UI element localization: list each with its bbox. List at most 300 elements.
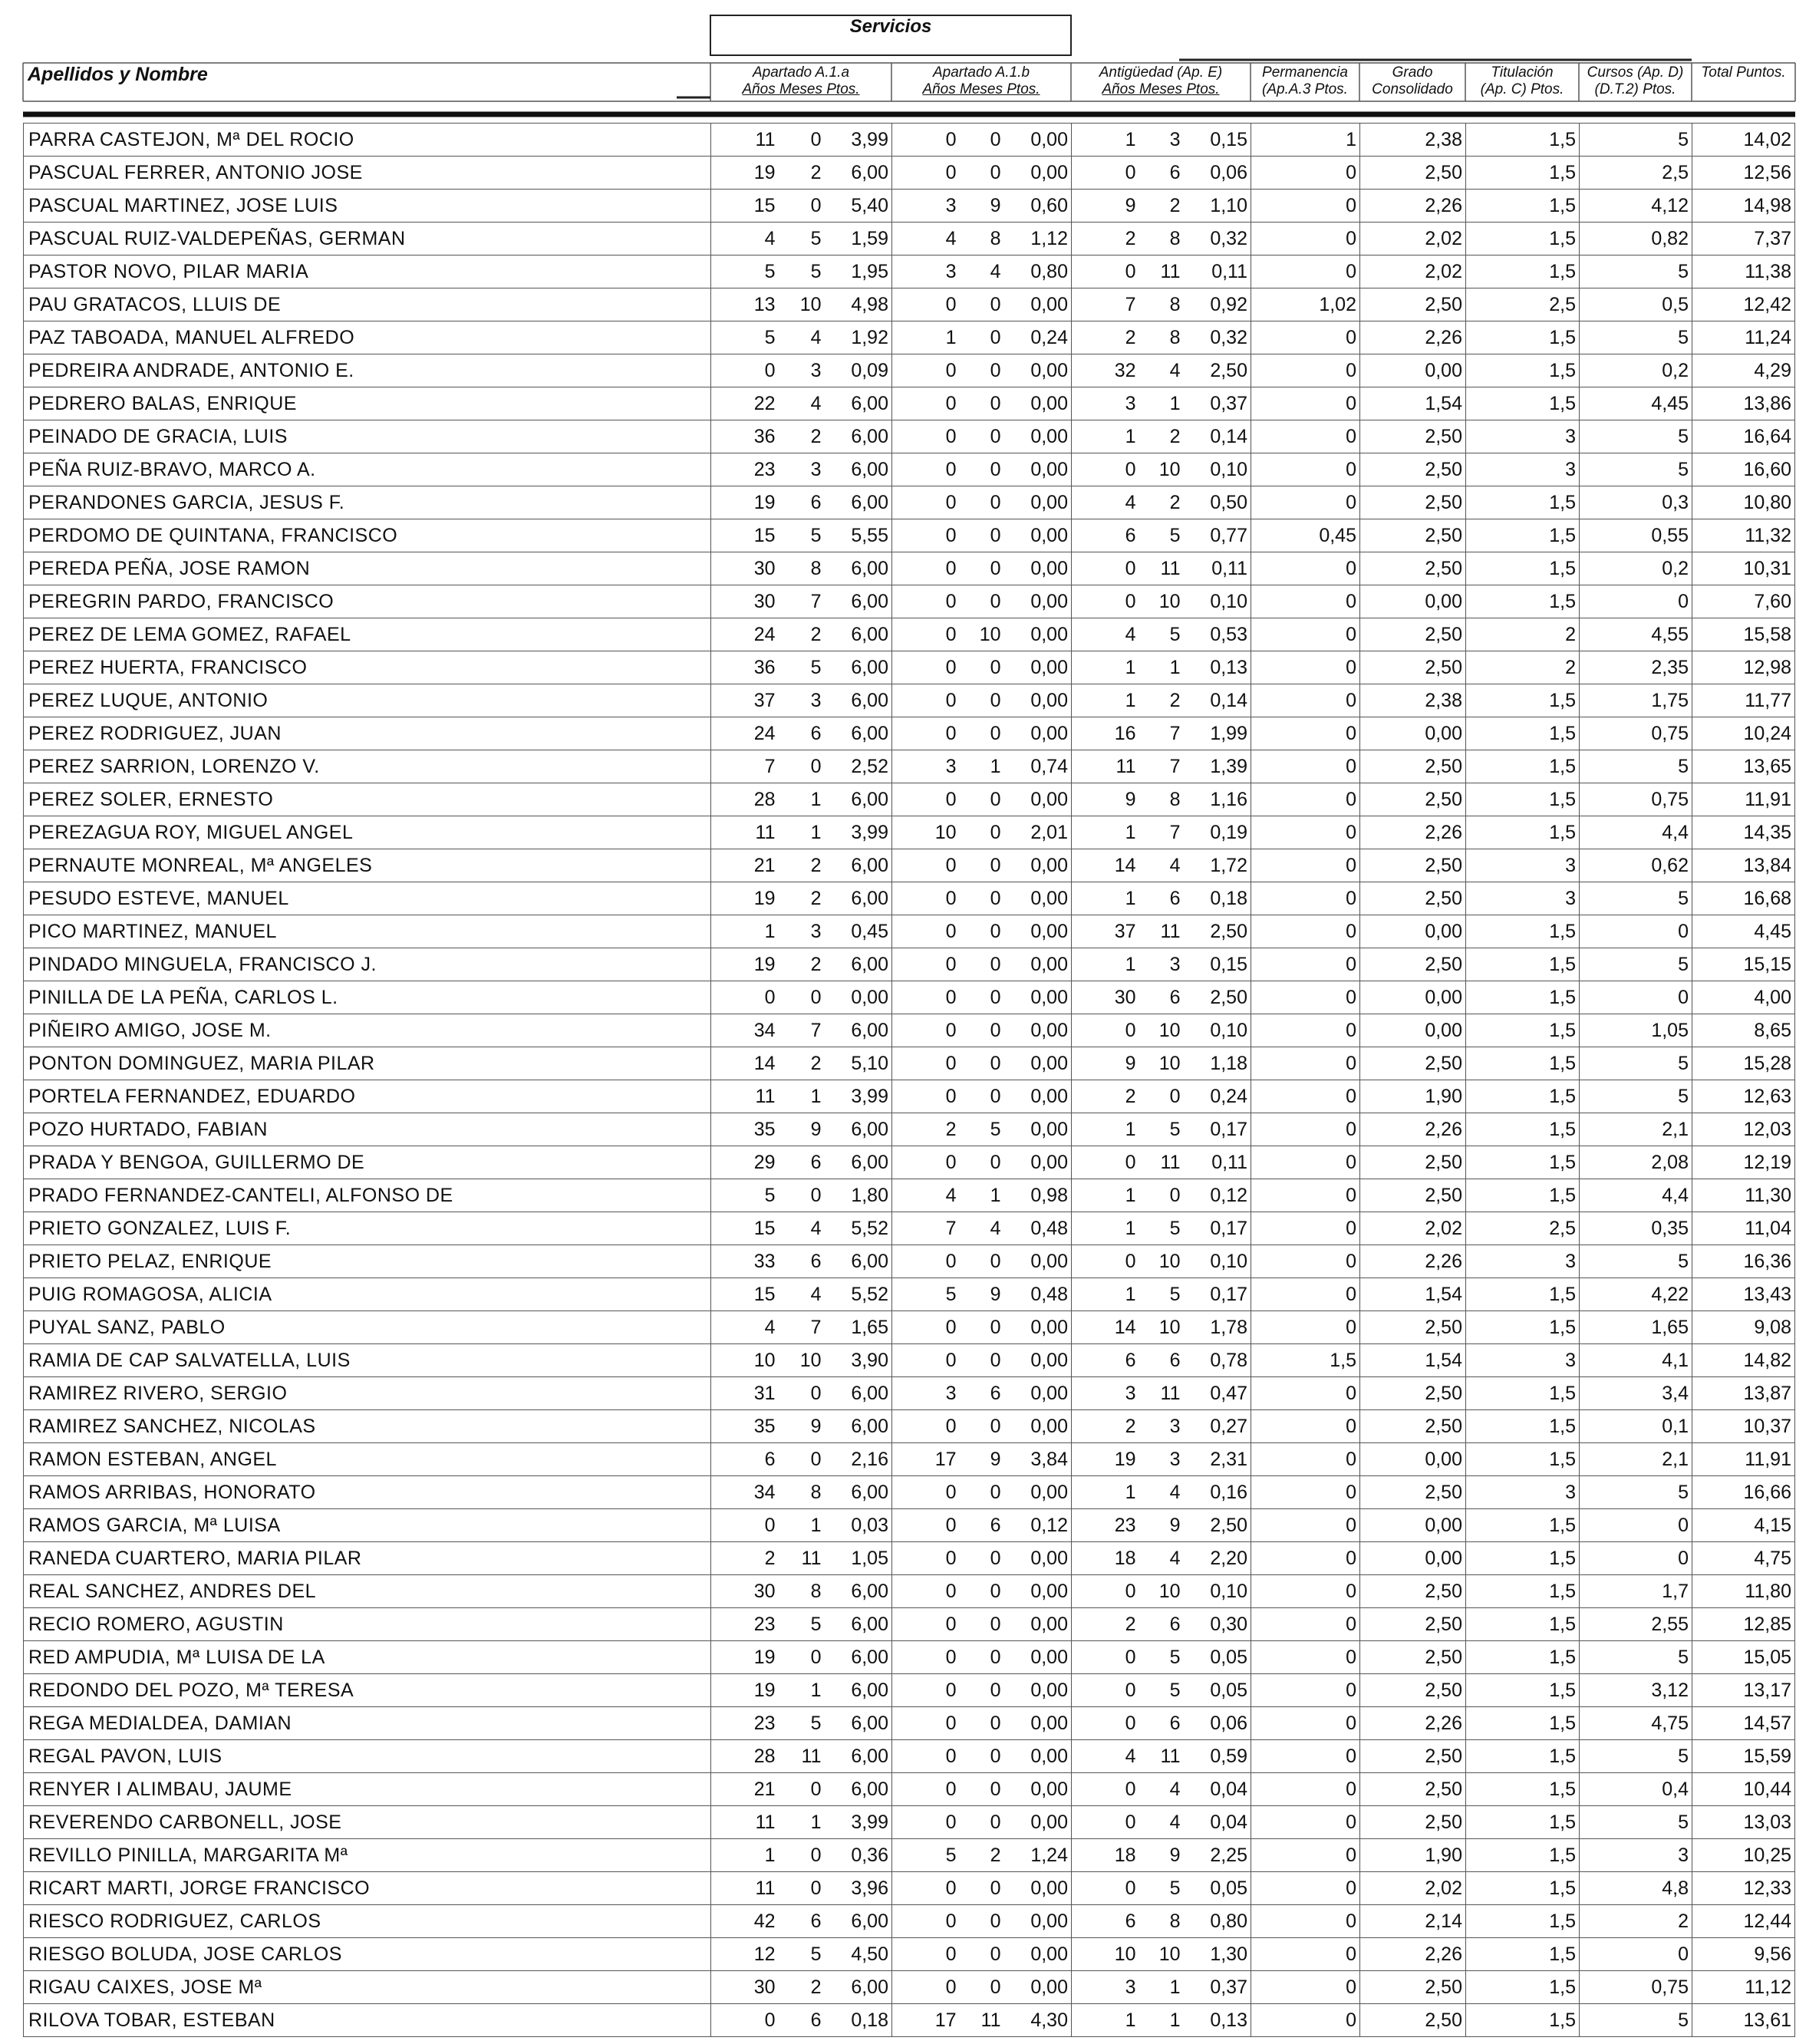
antiguedad-points-cell: 0,12 <box>1184 1179 1251 1212</box>
permanencia-points-cell: 1 <box>1251 124 1360 157</box>
a1b-months-cell: 0 <box>960 1146 1004 1179</box>
total-points-cell: 15,59 <box>1692 1740 1795 1773</box>
antiguedad-points-cell: 0,13 <box>1184 2004 1251 2037</box>
antiguedad-months-cell: 11 <box>1139 256 1184 288</box>
a1a-months-cell: 5 <box>779 651 825 684</box>
cursos-points-cell: 0,62 <box>1580 849 1692 882</box>
a1b-points-cell: 0,48 <box>1004 1278 1072 1311</box>
cursos-header <box>1579 64 1692 98</box>
antiguedad-months-cell: 3 <box>1139 948 1184 981</box>
antiguedad-points-cell: 0,92 <box>1184 288 1251 321</box>
a1a-years-cell: 28 <box>711 1740 779 1773</box>
a1b-years-cell: 0 <box>892 453 960 486</box>
antiguedad-months-cell: 5 <box>1139 519 1184 552</box>
antiguedad-years-cell: 1 <box>1072 124 1139 157</box>
a1a-months-cell: 5 <box>779 256 825 288</box>
a1a-points-cell: 6,00 <box>825 1113 892 1146</box>
a1b-years-cell: 1 <box>892 321 960 354</box>
table-row <box>24 223 1795 256</box>
a1b-months-cell: 6 <box>960 1377 1004 1410</box>
a1b-months-cell: 0 <box>960 1014 1004 1047</box>
a1b-points-cell: 0,00 <box>1004 1476 1072 1509</box>
cursos-points-cell: 5 <box>1580 1245 1692 1278</box>
total-points-cell: 13,61 <box>1692 2004 1795 2037</box>
table-row <box>24 1245 1795 1278</box>
antiguedad-years-cell: 3 <box>1072 387 1139 420</box>
a1a-years-cell: 30 <box>711 552 779 585</box>
a1a-months-cell: 8 <box>779 1476 825 1509</box>
a1b-points-cell: 0,00 <box>1004 915 1072 948</box>
titulacion-title: Titulación <box>1491 64 1554 81</box>
a1b-points-cell: 2,01 <box>1004 816 1072 849</box>
name-cell: PINILLA DE LA PEÑA, CARLOS L. <box>24 981 711 1014</box>
permanencia-points-cell: 0 <box>1251 1905 1360 1938</box>
antiguedad-years-cell: 0 <box>1072 1674 1139 1707</box>
permanencia-points-cell: 0 <box>1251 1179 1360 1212</box>
a1b-months-cell: 9 <box>960 1278 1004 1311</box>
grado-consolidado-cell: 2,50 <box>1360 1674 1466 1707</box>
a1a-points-cell: 6,00 <box>825 1707 892 1740</box>
antiguedad-years-cell: 0 <box>1072 1773 1139 1806</box>
antiguedad-points-cell: 0,37 <box>1184 1971 1251 2004</box>
grado-consolidado-cell: 2,50 <box>1360 1377 1466 1410</box>
permanencia-points-cell: 0 <box>1251 552 1360 585</box>
a1b-points-cell: 0,00 <box>1004 1311 1072 1344</box>
table-row <box>24 1212 1795 1245</box>
a1a-months-cell: 2 <box>779 948 825 981</box>
a1a-points-cell: 6,00 <box>825 618 892 651</box>
antiguedad-months-cell: 6 <box>1139 981 1184 1014</box>
grado-consolidado-cell: 2,50 <box>1360 1410 1466 1443</box>
a1a-years-cell: 34 <box>711 1476 779 1509</box>
table-row <box>24 849 1795 882</box>
titulacion-points-cell: 1,5 <box>1466 256 1580 288</box>
antiguedad-points-cell: 1,72 <box>1184 849 1251 882</box>
a1b-years-cell: 5 <box>892 1278 960 1311</box>
a1a-years-cell: 23 <box>711 1608 779 1641</box>
a1b-points-cell: 0,00 <box>1004 1146 1072 1179</box>
a1a-points-cell: 1,05 <box>825 1542 892 1575</box>
a1b-years-cell: 2 <box>892 1113 960 1146</box>
a1b-years-cell: 0 <box>892 1476 960 1509</box>
a1b-months-cell: 0 <box>960 651 1004 684</box>
permanencia-points-cell: 0 <box>1251 1113 1360 1146</box>
a1b-years-cell: 0 <box>892 1245 960 1278</box>
antiguedad-months-cell: 10 <box>1139 1245 1184 1278</box>
a1a-months-cell: 1 <box>779 1080 825 1113</box>
grado-consolidado-cell: 2,50 <box>1360 420 1466 453</box>
titulacion-points-cell: 3 <box>1466 1245 1580 1278</box>
name-cell: PICO MARTINEZ, MANUEL <box>24 915 711 948</box>
titulacion-points-cell: 1,5 <box>1466 1674 1580 1707</box>
cursos-points-cell: 0,75 <box>1580 717 1692 750</box>
permanencia-sub: (Ap.A.3 Ptos. <box>1262 81 1348 97</box>
antiguedad-months-cell: 8 <box>1139 321 1184 354</box>
titulacion-points-cell: 1,5 <box>1466 1146 1580 1179</box>
total-points-cell: 12,42 <box>1692 288 1795 321</box>
cursos-points-cell: 0,5 <box>1580 288 1692 321</box>
grado-consolidado-cell: 2,50 <box>1360 618 1466 651</box>
antiguedad-points-cell: 0,10 <box>1184 585 1251 618</box>
antiguedad-months-cell: 6 <box>1139 882 1184 915</box>
antiguedad-months-cell: 5 <box>1139 1113 1184 1146</box>
titulacion-points-cell: 1,5 <box>1466 1971 1580 2004</box>
a1a-months-cell: 9 <box>779 1113 825 1146</box>
total-points-cell: 14,82 <box>1692 1344 1795 1377</box>
a1a-months-cell: 11 <box>779 1740 825 1773</box>
antiguedad-months-cell: 8 <box>1139 288 1184 321</box>
a1a-points-cell: 6,00 <box>825 157 892 190</box>
table-row <box>24 354 1795 387</box>
name-cell: RIGAU CAIXES, JOSE Mª <box>24 1971 711 2004</box>
table-row <box>24 2004 1795 2037</box>
total-points-cell: 11,91 <box>1692 1443 1795 1476</box>
titulacion-sub: (Ap. C) Ptos. <box>1480 81 1564 97</box>
table-row <box>24 750 1795 783</box>
a1b-months-cell: 0 <box>960 1806 1004 1839</box>
grado-sub: Consolidado <box>1372 81 1453 97</box>
antiguedad-years-cell: 23 <box>1072 1509 1139 1542</box>
titulacion-points-cell: 1,5 <box>1466 1311 1580 1344</box>
titulacion-points-cell: 1,5 <box>1466 1080 1580 1113</box>
total-points-cell: 14,35 <box>1692 816 1795 849</box>
table-row <box>24 717 1795 750</box>
antiguedad-points-cell: 0,04 <box>1184 1773 1251 1806</box>
titulacion-points-cell: 1,5 <box>1466 1938 1580 1971</box>
cursos-points-cell: 0,75 <box>1580 783 1692 816</box>
a1a-years-cell: 4 <box>711 1311 779 1344</box>
antiguedad-points-cell: 0,17 <box>1184 1113 1251 1146</box>
name-cell: RAMIA DE CAP SALVATELLA, LUIS <box>24 1344 711 1377</box>
a1a-years-cell: 6 <box>711 1443 779 1476</box>
a1b-months-cell: 0 <box>960 981 1004 1014</box>
titulacion-points-cell: 1,5 <box>1466 915 1580 948</box>
a1a-months-cell: 6 <box>779 1245 825 1278</box>
a1a-years-cell: 2 <box>711 1542 779 1575</box>
a1a-years-cell: 1 <box>711 1839 779 1872</box>
name-cell: RECIO ROMERO, AGUSTIN <box>24 1608 711 1641</box>
titulacion-points-cell: 3 <box>1466 1344 1580 1377</box>
cursos-points-cell: 5 <box>1580 124 1692 157</box>
total-points-cell: 4,45 <box>1692 915 1795 948</box>
a1a-months-cell: 0 <box>779 1179 825 1212</box>
a1b-points-cell: 0,00 <box>1004 486 1072 519</box>
a1a-years-cell: 11 <box>711 1872 779 1905</box>
grado-consolidado-cell: 2,26 <box>1360 321 1466 354</box>
titulacion-points-cell: 1,5 <box>1466 552 1580 585</box>
a1b-years-cell: 0 <box>892 1872 960 1905</box>
antiguedad-months-cell: 9 <box>1139 1509 1184 1542</box>
cursos-points-cell: 0,55 <box>1580 519 1692 552</box>
grado-consolidado-cell: 2,50 <box>1360 288 1466 321</box>
a1a-points-cell: 6,00 <box>825 1674 892 1707</box>
cursos-points-cell: 4,55 <box>1580 618 1692 651</box>
permanencia-points-cell: 0 <box>1251 1476 1360 1509</box>
a1b-points-cell: 3,84 <box>1004 1443 1072 1476</box>
antiguedad-years-cell: 1 <box>1072 882 1139 915</box>
total-points-cell: 7,37 <box>1692 223 1795 256</box>
a1b-points-cell: 0,00 <box>1004 1905 1072 1938</box>
name-cell: RAMON ESTEBAN, ANGEL <box>24 1443 711 1476</box>
a1b-points-cell: 4,30 <box>1004 2004 1072 2037</box>
titulacion-header <box>1465 64 1579 98</box>
a1a-months-cell: 0 <box>779 1641 825 1674</box>
a1a-months-cell: 10 <box>779 288 825 321</box>
a1a-years-cell: 15 <box>711 1278 779 1311</box>
titulacion-points-cell: 1,5 <box>1466 223 1580 256</box>
permanencia-header <box>1251 64 1359 98</box>
grado-consolidado-cell: 2,14 <box>1360 1905 1466 1938</box>
titulacion-points-cell: 1,5 <box>1466 1179 1580 1212</box>
a1a-years-cell: 0 <box>711 354 779 387</box>
name-cell: RED AMPUDIA, Mª LUISA DE LA <box>24 1641 711 1674</box>
a1a-points-cell: 0,03 <box>825 1509 892 1542</box>
permanencia-points-cell: 0 <box>1251 1410 1360 1443</box>
a1a-years-cell: 35 <box>711 1113 779 1146</box>
a1b-years-cell: 17 <box>892 1443 960 1476</box>
cursos-points-cell: 1,7 <box>1580 1575 1692 1608</box>
permanencia-points-cell: 0 <box>1251 783 1360 816</box>
antiguedad-years-cell: 0 <box>1072 1146 1139 1179</box>
a1a-points-cell: 6,00 <box>825 387 892 420</box>
titulacion-points-cell: 1,5 <box>1466 1575 1580 1608</box>
a1a-years-cell: 11 <box>711 124 779 157</box>
permanencia-points-cell: 0 <box>1251 1608 1360 1641</box>
table-row <box>24 1410 1795 1443</box>
a1a-months-cell: 0 <box>779 190 825 223</box>
a1a-points-cell: 6,00 <box>825 948 892 981</box>
a1b-points-cell: 0,00 <box>1004 1707 1072 1740</box>
name-cell: PUYAL SANZ, PABLO <box>24 1311 711 1344</box>
a1a-months-cell: 5 <box>779 1938 825 1971</box>
a1b-months-cell: 0 <box>960 1047 1004 1080</box>
antiguedad-header <box>1071 64 1251 98</box>
cursos-points-cell: 4,12 <box>1580 190 1692 223</box>
antiguedad-points-cell: 0,04 <box>1184 1806 1251 1839</box>
antiguedad-months-cell: 4 <box>1139 1806 1184 1839</box>
a1a-months-cell: 1 <box>779 1509 825 1542</box>
grado-consolidado-cell: 2,50 <box>1360 1608 1466 1641</box>
antiguedad-points-cell: 1,99 <box>1184 717 1251 750</box>
total-points-cell: 11,12 <box>1692 1971 1795 2004</box>
a1b-months-cell: 5 <box>960 1113 1004 1146</box>
a1a-years-cell: 31 <box>711 1377 779 1410</box>
antiguedad-years-cell: 9 <box>1072 783 1139 816</box>
a1a-months-cell: 1 <box>779 1674 825 1707</box>
name-cell: RENYER I ALIMBAU, JAUME <box>24 1773 711 1806</box>
antiguedad-months-cell: 4 <box>1139 1476 1184 1509</box>
antiguedad-months-cell: 6 <box>1139 157 1184 190</box>
antiguedad-years-cell: 0 <box>1072 157 1139 190</box>
a1b-years-cell: 0 <box>892 1674 960 1707</box>
a1a-months-cell: 0 <box>779 1377 825 1410</box>
a1b-years-cell: 3 <box>892 256 960 288</box>
grado-consolidado-cell: 2,50 <box>1360 552 1466 585</box>
permanencia-points-cell: 0 <box>1251 1773 1360 1806</box>
a1a-points-cell: 5,40 <box>825 190 892 223</box>
antiguedad-points-cell: 0,30 <box>1184 1608 1251 1641</box>
total-points-cell: 8,65 <box>1692 1014 1795 1047</box>
total-points-cell: 13,65 <box>1692 750 1795 783</box>
table-row <box>24 1839 1795 1872</box>
titulacion-points-cell: 1,5 <box>1466 1839 1580 1872</box>
table-row <box>24 684 1795 717</box>
table-row <box>24 321 1795 354</box>
antiguedad-points-cell: 0,06 <box>1184 157 1251 190</box>
a1b-months-cell: 0 <box>960 1542 1004 1575</box>
antiguedad-months-cell: 1 <box>1139 387 1184 420</box>
antiguedad-months-cell: 11 <box>1139 552 1184 585</box>
total-points-cell: 9,56 <box>1692 1938 1795 1971</box>
cursos-points-cell: 5 <box>1580 256 1692 288</box>
antiguedad-points-cell: 0,05 <box>1184 1872 1251 1905</box>
a1b-points-cell: 0,00 <box>1004 1608 1072 1641</box>
antiguedad-months-cell: 8 <box>1139 783 1184 816</box>
antiguedad-months-cell: 3 <box>1139 1410 1184 1443</box>
antiguedad-months-cell: 5 <box>1139 1872 1184 1905</box>
a1b-years-cell: 17 <box>892 2004 960 2037</box>
antiguedad-months-cell: 10 <box>1139 453 1184 486</box>
antiguedad-years-cell: 14 <box>1072 1311 1139 1344</box>
permanencia-points-cell: 0 <box>1251 585 1360 618</box>
table-row <box>24 486 1795 519</box>
a1a-years-cell: 11 <box>711 1080 779 1113</box>
antiguedad-points-cell: 0,47 <box>1184 1377 1251 1410</box>
total-points-cell: 4,29 <box>1692 354 1795 387</box>
total-points-cell: 13,03 <box>1692 1806 1795 1839</box>
a1b-points-cell: 0,00 <box>1004 1740 1072 1773</box>
a1a-years-cell: 15 <box>711 190 779 223</box>
a1b-years-cell: 0 <box>892 124 960 157</box>
antiguedad-points-cell: 2,31 <box>1184 1443 1251 1476</box>
name-cell: PEDRERO BALAS, ENRIQUE <box>24 387 711 420</box>
total-points-cell: 9,08 <box>1692 1311 1795 1344</box>
a1b-title: Apartado A.1.b <box>932 64 1030 81</box>
antiguedad-months-cell: 2 <box>1139 486 1184 519</box>
permanencia-points-cell: 0 <box>1251 1674 1360 1707</box>
grado-consolidado-cell: 2,02 <box>1360 1212 1466 1245</box>
a1b-years-cell: 0 <box>892 1608 960 1641</box>
total-points-cell: 11,32 <box>1692 519 1795 552</box>
a1b-months-cell: 2 <box>960 1839 1004 1872</box>
a1a-months-cell: 2 <box>779 849 825 882</box>
a1a-months-cell: 6 <box>779 1905 825 1938</box>
name-cell: PESUDO ESTEVE, MANUEL <box>24 882 711 915</box>
a1b-points-cell: 0,00 <box>1004 1575 1072 1608</box>
name-cell: REDONDO DEL POZO, Mª TERESA <box>24 1674 711 1707</box>
a1b-months-cell: 0 <box>960 1608 1004 1641</box>
antiguedad-years-cell: 10 <box>1072 1938 1139 1971</box>
permanencia-points-cell: 0 <box>1251 1938 1360 1971</box>
cursos-points-cell: 2,08 <box>1580 1146 1692 1179</box>
grado-consolidado-cell: 2,50 <box>1360 750 1466 783</box>
a1a-years-cell: 36 <box>711 651 779 684</box>
a1a-points-cell: 1,95 <box>825 256 892 288</box>
antiguedad-months-cell: 9 <box>1139 1839 1184 1872</box>
total-points-cell: 11,91 <box>1692 783 1795 816</box>
a1b-months-cell: 0 <box>960 1311 1004 1344</box>
titulacion-points-cell: 1,5 <box>1466 948 1580 981</box>
a1a-header <box>710 64 891 98</box>
antiguedad-years-cell: 0 <box>1072 1245 1139 1278</box>
servicios-label: Servicios <box>849 16 932 37</box>
a1a-points-cell: 5,55 <box>825 519 892 552</box>
a1b-years-cell: 0 <box>892 585 960 618</box>
a1a-months-cell: 7 <box>779 1014 825 1047</box>
total-title: Total Puntos. <box>1701 64 1786 81</box>
total-points-cell: 15,05 <box>1692 1641 1795 1674</box>
name-cell: PRADO FERNANDEZ-CANTELI, ALFONSO DE <box>24 1179 711 1212</box>
a1a-years-cell: 5 <box>711 321 779 354</box>
a1b-years-cell: 0 <box>892 849 960 882</box>
a1b-years-cell: 0 <box>892 1014 960 1047</box>
a1a-points-cell: 1,80 <box>825 1179 892 1212</box>
a1a-points-cell: 3,99 <box>825 816 892 849</box>
a1b-years-cell: 7 <box>892 1212 960 1245</box>
name-cell: RIESGO BOLUDA, JOSE CARLOS <box>24 1938 711 1971</box>
grado-consolidado-cell: 0,00 <box>1360 915 1466 948</box>
antiguedad-months-cell: 10 <box>1139 1014 1184 1047</box>
permanencia-points-cell: 0 <box>1251 684 1360 717</box>
a1b-months-cell: 0 <box>960 849 1004 882</box>
a1b-years-cell: 0 <box>892 1740 960 1773</box>
cursos-points-cell: 2,1 <box>1580 1443 1692 1476</box>
antiguedad-points-cell: 0,11 <box>1184 552 1251 585</box>
antiguedad-months-cell: 4 <box>1139 1773 1184 1806</box>
a1b-months-cell: 0 <box>960 1971 1004 2004</box>
a1b-months-cell: 9 <box>960 190 1004 223</box>
total-points-cell: 10,80 <box>1692 486 1795 519</box>
name-cell: PEREZ SOLER, ERNESTO <box>24 783 711 816</box>
permanencia-points-cell: 0 <box>1251 157 1360 190</box>
total-points-cell: 12,63 <box>1692 1080 1795 1113</box>
a1a-years-cell: 21 <box>711 1773 779 1806</box>
cursos-points-cell: 0,1 <box>1580 1410 1692 1443</box>
a1a-months-cell: 3 <box>779 684 825 717</box>
a1b-years-cell: 3 <box>892 1377 960 1410</box>
antiguedad-months-cell: 2 <box>1139 684 1184 717</box>
grado-consolidado-cell: 2,50 <box>1360 1806 1466 1839</box>
a1b-years-cell: 0 <box>892 1410 960 1443</box>
name-cell: RAMOS ARRIBAS, HONORATO <box>24 1476 711 1509</box>
a1a-points-cell: 5,52 <box>825 1278 892 1311</box>
total-points-cell: 12,56 <box>1692 157 1795 190</box>
antiguedad-years-cell: 0 <box>1072 585 1139 618</box>
name-cell: PEREGRIN PARDO, FRANCISCO <box>24 585 711 618</box>
a1a-points-cell: 6,00 <box>825 849 892 882</box>
titulacion-points-cell: 1,5 <box>1466 585 1580 618</box>
antiguedad-years-cell: 4 <box>1072 486 1139 519</box>
a1a-points-cell: 6,00 <box>825 1245 892 1278</box>
a1b-points-cell: 0,74 <box>1004 750 1072 783</box>
table-row <box>24 1509 1795 1542</box>
cursos-points-cell: 0 <box>1580 1542 1692 1575</box>
grado-consolidado-cell: 2,50 <box>1360 783 1466 816</box>
table-row <box>24 552 1795 585</box>
a1b-years-cell: 0 <box>892 1938 960 1971</box>
grado-consolidado-cell: 1,90 <box>1360 1839 1466 1872</box>
cursos-points-cell: 4,1 <box>1580 1344 1692 1377</box>
antiguedad-points-cell: 1,10 <box>1184 190 1251 223</box>
a1b-months-cell: 4 <box>960 256 1004 288</box>
a1b-months-cell: 0 <box>960 585 1004 618</box>
grado-consolidado-cell: 2,50 <box>1360 651 1466 684</box>
antiguedad-years-cell: 1 <box>1072 816 1139 849</box>
total-points-cell: 12,33 <box>1692 1872 1795 1905</box>
antiguedad-years-cell: 1 <box>1072 1212 1139 1245</box>
grado-consolidado-cell: 2,50 <box>1360 849 1466 882</box>
titulacion-points-cell: 2 <box>1466 618 1580 651</box>
